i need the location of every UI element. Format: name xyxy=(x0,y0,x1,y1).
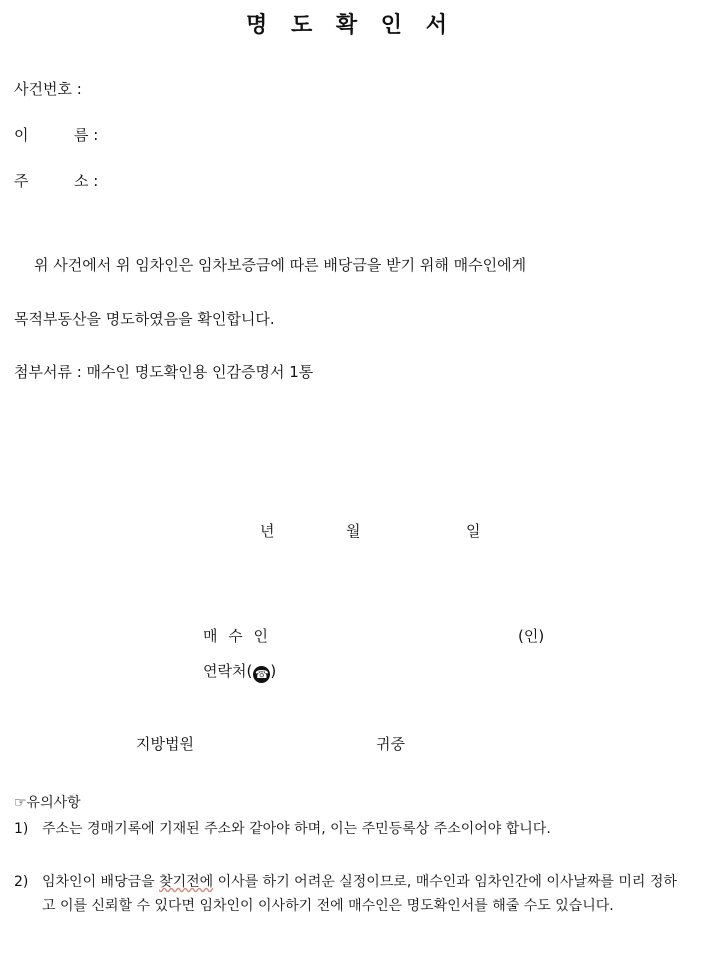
address-field xyxy=(14,170,98,191)
note-text-part: 임차인이 배당금을 xyxy=(42,874,160,890)
phone-icon: ☎ xyxy=(254,668,269,681)
name-label-rest: 름 : xyxy=(74,126,99,144)
note-text-part: 이사를 하기 어려운 실정이므로, 매수인과 임차인간에 이사날짜를 미리 정하고 이를 신뢰할 수 있다면 임차인이 이사하기 전에 매수인은 명도확인서를 해줄 수도 있습니다. xyxy=(42,874,677,914)
contact-label: 연락처( xyxy=(203,662,253,680)
note-item xyxy=(14,817,690,841)
notes-title: ☞유의사항 xyxy=(14,795,81,811)
address-label-first: 주 xyxy=(14,172,29,190)
date-year-label: 년 xyxy=(260,522,275,540)
date-month-label: 월 xyxy=(346,522,361,540)
note-number: 1) xyxy=(14,821,29,837)
contact-close: ) xyxy=(270,662,277,680)
document-title: 명 도 확 인 서 xyxy=(246,12,455,38)
statement-line-1: 위 사건에서 위 임차인은 임차보증금에 따른 배당금을 받기 위해 매수인에게 xyxy=(34,256,527,274)
address-label-rest: 소 : xyxy=(74,172,99,190)
note-item xyxy=(14,870,690,918)
case-number-label: 사건번호 : xyxy=(14,80,82,98)
attachment-line: 첨부서류 : 매수인 명도확인용 인감증명서 1통 xyxy=(14,363,314,381)
court-addressee: 귀중 xyxy=(376,735,405,753)
note-text-spellcheck: 찾기전에 xyxy=(159,874,214,890)
contact-line xyxy=(203,660,276,683)
seal-mark: (인) xyxy=(518,627,545,645)
name-field xyxy=(14,124,98,145)
court-name: 지방법원 xyxy=(136,735,194,753)
buyer-label: 매 수 인 xyxy=(203,627,272,645)
name-label-first: 이 xyxy=(14,126,29,144)
statement-line-2: 목적부동산을 명도하였음을 확인합니다. xyxy=(14,310,275,328)
note-text: 주소는 경매기록에 기재된 주소와 같아야 하며, 이는 주민등록상 주소이어야 합니다. xyxy=(42,821,551,837)
date-day-label: 일 xyxy=(466,522,481,540)
note-text xyxy=(42,870,690,918)
note-number: 2) xyxy=(14,874,29,890)
case-number-field xyxy=(14,78,82,99)
